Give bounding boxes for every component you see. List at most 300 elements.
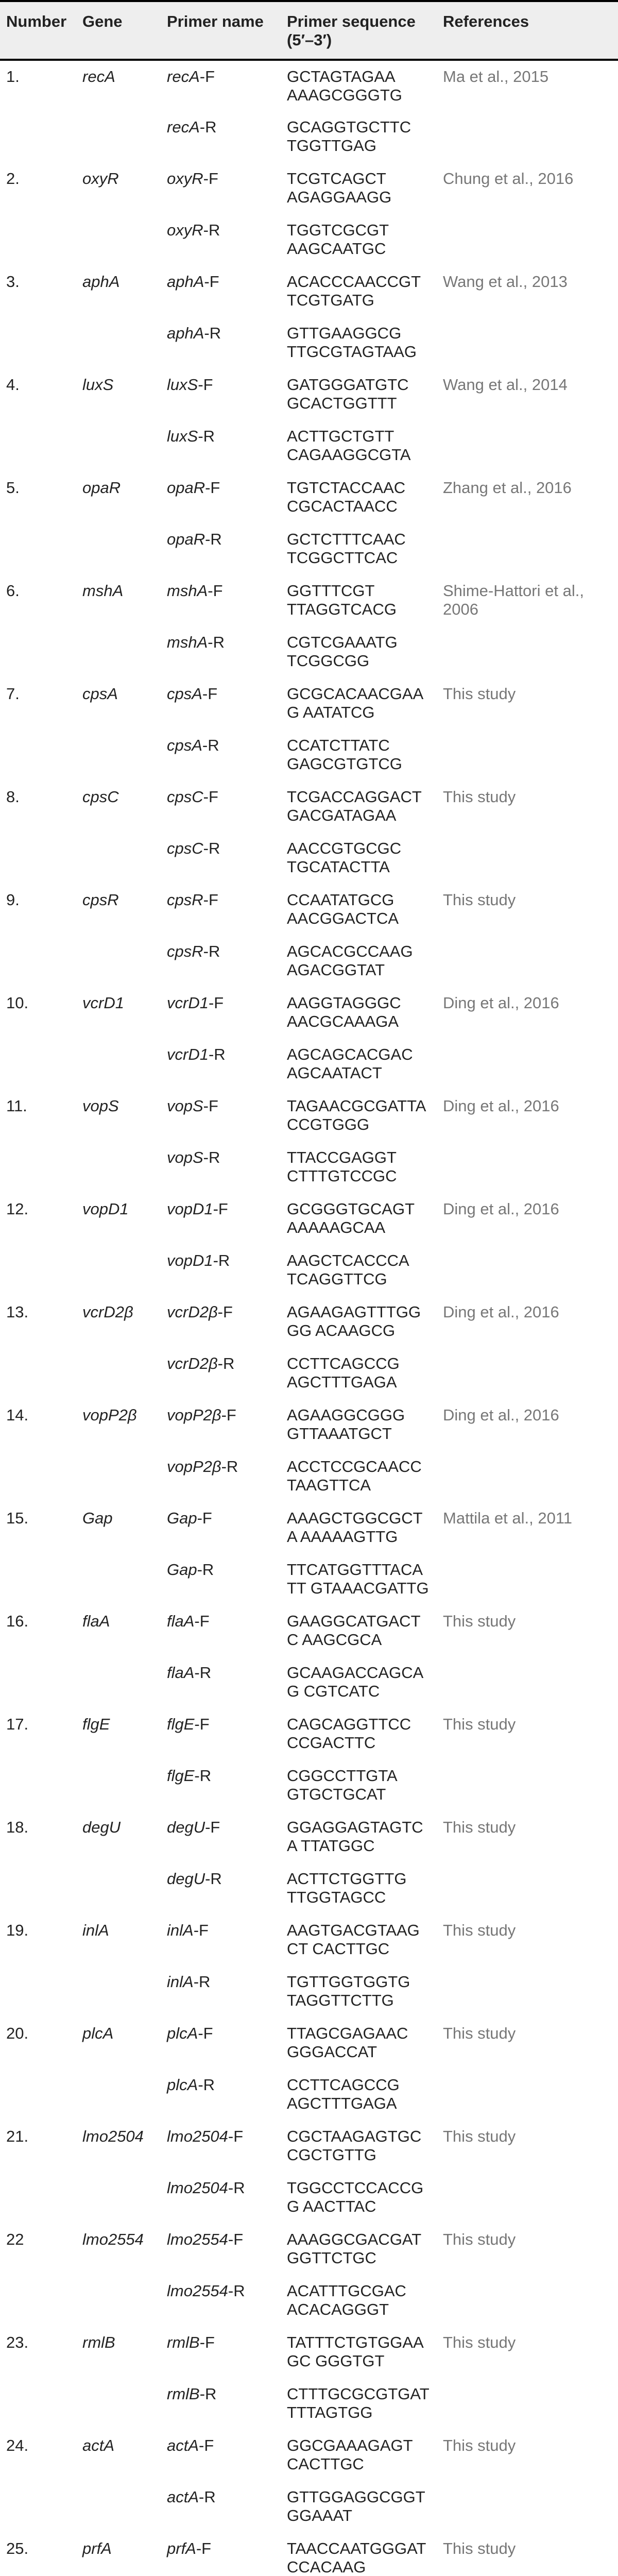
primer-sequence: TTAGCGAGAAC GGGACCAT xyxy=(287,2024,408,2061)
reference: This study xyxy=(443,2333,516,2351)
primer-name-gene: vopS xyxy=(167,1097,203,1115)
primer-name xyxy=(161,2121,281,2172)
primer-name-gene: vopP2β xyxy=(167,1458,221,1476)
row-number xyxy=(0,523,76,575)
row-number: 21. xyxy=(6,2127,29,2145)
primer-direction: -F xyxy=(198,376,213,394)
primer-name xyxy=(161,1863,281,1914)
primer-name-gene: mshA xyxy=(167,582,208,600)
reference: Ding et al., 2016 xyxy=(443,1406,559,1424)
primer-direction: -F xyxy=(198,2024,213,2042)
primer-direction: -R xyxy=(205,1870,222,1888)
primer-sequence: CGGCCTTGTA GTGCTGCAT xyxy=(287,1767,397,1803)
primer-name xyxy=(161,317,281,369)
row-number xyxy=(0,111,76,163)
primer-name-gene: vopD1 xyxy=(167,1200,213,1218)
table-row xyxy=(0,2481,618,2533)
gene-name xyxy=(76,2378,161,2430)
primer-name-gene: lmo2554 xyxy=(167,2282,228,2300)
primer-name-gene: vopS xyxy=(167,1148,203,1166)
gene-name: opaR xyxy=(82,479,121,497)
gene-name: prfA xyxy=(82,2539,112,2557)
primer-name-gene: lmo2504 xyxy=(167,2179,228,2197)
primer-sequence: CGCTAAGAGTGC CGCTGTTG xyxy=(287,2127,422,2164)
gene-name: vcrD1 xyxy=(82,994,124,1012)
primer-name xyxy=(161,266,281,317)
primer-name xyxy=(161,1914,281,1966)
primer-name-gene: flaA xyxy=(167,1612,195,1630)
primer-sequence: GGTTTCGT TTAGGTCACG xyxy=(287,582,397,618)
gene-name: vcrD2β xyxy=(82,1303,133,1321)
primer-name-gene: rmlB xyxy=(167,2385,200,2403)
primer-name-gene: degU xyxy=(167,1870,205,1888)
header-primer-sequence: Primer sequence (5′–3′) xyxy=(281,1,437,60)
reference xyxy=(437,1863,618,1914)
primer-name-gene: recA xyxy=(167,67,200,86)
primer-sequence: CCTTCAGCCG AGCTTTGAGA xyxy=(287,2076,400,2112)
primer-name xyxy=(161,1708,281,1760)
primer-name xyxy=(161,781,281,833)
table-row xyxy=(0,1296,618,1348)
primer-sequence: AAGGTAGGGC AACGCAAAGA xyxy=(287,994,401,1030)
table-row xyxy=(0,2172,618,2224)
reference xyxy=(437,2275,618,2327)
reference xyxy=(437,523,618,575)
primer-name xyxy=(161,60,281,111)
primer-direction: -F xyxy=(199,2333,215,2351)
primer-sequence: GGAGGAGTAGTCA TTATGGC xyxy=(287,1818,423,1855)
primer-name-gene: vcrD2β xyxy=(167,1354,218,1372)
row-number: 11. xyxy=(6,1097,27,1115)
primer-sequence: AGCAGCACGAC AGCAATACT xyxy=(287,1045,413,1082)
table-row xyxy=(0,2275,618,2327)
gene-name xyxy=(76,1142,161,1193)
row-number: 13. xyxy=(6,1303,29,1321)
row-number: 23. xyxy=(6,2333,29,2351)
primer-name-gene: aphA xyxy=(167,273,204,291)
gene-name xyxy=(76,936,161,987)
primer-name-gene: aphA xyxy=(167,324,204,342)
primer-direction: -F xyxy=(199,2436,214,2454)
primer-direction: -F xyxy=(199,67,215,86)
primer-name-gene: luxS xyxy=(167,427,198,445)
row-number: 17. xyxy=(6,1715,29,1733)
row-number xyxy=(0,420,76,472)
primer-direction: -R xyxy=(204,324,221,342)
primer-name xyxy=(161,1039,281,1090)
primer-name xyxy=(161,575,281,626)
primer-sequence: GCAGGTGCTTC TGGTTGAG xyxy=(287,118,411,155)
row-number: 3. xyxy=(6,273,20,291)
primer-sequence: CCTTCAGCCG AGCTTTGAGA xyxy=(287,1354,400,1391)
table-row xyxy=(0,1554,618,1605)
reference xyxy=(437,1657,618,1708)
reference xyxy=(437,730,618,781)
reference: This study xyxy=(443,2127,516,2145)
primer-sequence: AAAGGCGACGAT GGTTCTGC xyxy=(287,2230,421,2267)
reference: Shime-Hattori et al., 2006 xyxy=(443,582,584,618)
row-number xyxy=(0,1863,76,1914)
reference xyxy=(437,214,618,266)
primer-direction: -R xyxy=(228,2179,245,2197)
gene-name xyxy=(76,730,161,781)
primer-direction: -F xyxy=(194,1715,210,1733)
primer-name xyxy=(161,1502,281,1554)
primer-name-gene: vopD1 xyxy=(167,1251,213,1269)
primer-name xyxy=(161,163,281,214)
reference xyxy=(437,1554,618,1605)
reference xyxy=(437,2069,618,2121)
table-row xyxy=(0,1193,618,1245)
primer-name-gene: lmo2554 xyxy=(167,2230,228,2248)
primer-direction: -R xyxy=(202,736,219,754)
primer-name xyxy=(161,1966,281,2018)
gene-name: aphA xyxy=(82,273,120,291)
primer-direction: -R xyxy=(199,2488,216,2506)
gene-name xyxy=(76,1554,161,1605)
reference: Ding et al., 2016 xyxy=(443,1303,559,1321)
reference: This study xyxy=(443,685,516,703)
primer-name xyxy=(161,2224,281,2275)
primer-direction: -R xyxy=(198,427,215,445)
primer-direction: -R xyxy=(205,530,222,548)
gene-name: inlA xyxy=(82,1921,109,1939)
primer-name xyxy=(161,111,281,163)
primer-name xyxy=(161,1296,281,1348)
primer-sequence: CAGCAGGTTCC CCGACTTC xyxy=(287,1715,411,1752)
primer-name-gene: mshA xyxy=(167,633,208,651)
reference xyxy=(437,1245,618,1296)
table-row xyxy=(0,1811,618,1863)
primer-name xyxy=(161,1245,281,1296)
primer-direction: -F xyxy=(194,1612,210,1630)
reference: Zhang et al., 2016 xyxy=(443,479,572,497)
primer-name xyxy=(161,1193,281,1245)
primer-sequence: GCTCTTTCAAC TCGGCTTCAC xyxy=(287,530,406,567)
primer-sequence: ACCTCCGCAACC TAAGTTCA xyxy=(287,1458,422,1494)
primer-sequence: GATGGGATGTC GCACTGGTTT xyxy=(287,376,409,412)
gene-name xyxy=(76,1039,161,1090)
primer-name xyxy=(161,1142,281,1193)
reference xyxy=(437,1039,618,1090)
primer-sequence: CCATCTTATC GAGCGTGTCG xyxy=(287,736,402,773)
primer-sequence: TGTCTACCAAC CGCACTAACC xyxy=(287,479,406,515)
primer-name-gene: prfA xyxy=(167,2539,196,2557)
primer-name-gene: recA xyxy=(167,118,200,136)
primer-name-gene: plcA xyxy=(167,2076,198,2094)
table-row xyxy=(0,2069,618,2121)
gene-name: cpsC xyxy=(82,788,119,806)
primer-sequence: GCGGGTGCAGT AAAAAGCAA xyxy=(287,1200,415,1236)
primer-name xyxy=(161,2018,281,2069)
primer-sequence: ACTTGCTGTT CAGAAGGCGTA xyxy=(287,427,411,464)
primer-sequence: ACTTCTGGTTG TTGGTAGCC xyxy=(287,1870,407,1906)
primer-name xyxy=(161,2378,281,2430)
gene-name: Gap xyxy=(82,1509,113,1527)
row-number xyxy=(0,2172,76,2224)
gene-name: recA xyxy=(76,60,161,111)
primer-sequence: GCAAGACCAGCAG CGTCATC xyxy=(287,1664,424,1700)
primer-sequence: AAGTGACGTAAGCT CACTTGC xyxy=(287,1921,420,1958)
gene-name xyxy=(76,214,161,266)
header-row xyxy=(0,1,618,60)
primer-sequence: GTTGAAGGCG TTGCGTAGTAAG xyxy=(287,324,417,361)
gene-name xyxy=(76,626,161,678)
gene-name: actA xyxy=(82,2436,115,2454)
reference xyxy=(437,317,618,369)
row-number xyxy=(0,1348,76,1399)
row-number xyxy=(0,1760,76,1811)
primer-name xyxy=(161,884,281,936)
gene-name xyxy=(76,1966,161,2018)
primer-name-gene: vcrD1 xyxy=(167,1045,209,1063)
primer-name xyxy=(161,1657,281,1708)
primer-name-gene: plcA xyxy=(167,2024,198,2042)
primer-name xyxy=(161,2533,281,2576)
primer-direction: -F xyxy=(228,2230,244,2248)
table-row xyxy=(0,1348,618,1399)
table-row xyxy=(0,1090,618,1142)
row-number xyxy=(0,1657,76,1708)
reference: Mattila et al., 2011 xyxy=(443,1509,573,1527)
primer-sequence: TGTTGGTGGTG TAGGTTCTTG xyxy=(287,1973,410,2009)
row-number xyxy=(0,1554,76,1605)
primer-direction: -R xyxy=(217,1354,235,1372)
primer-direction: -R xyxy=(203,1148,220,1166)
row-number: 15. xyxy=(6,1509,29,1527)
primer-name xyxy=(161,523,281,575)
table-row xyxy=(0,2224,618,2275)
primer-sequence: AGAAGGCGGG GTTAAATGCT xyxy=(287,1406,405,1443)
reference xyxy=(437,2378,618,2430)
primer-sequence: AGCACGCCAAG AGACGGTAT xyxy=(287,942,413,979)
table-row xyxy=(0,1399,618,1451)
primer-direction: -R xyxy=(203,839,220,857)
table-row xyxy=(0,317,618,369)
primer-name xyxy=(161,1554,281,1605)
primer-direction: -F xyxy=(203,170,218,188)
primer-name-gene: lmo2504 xyxy=(167,2127,228,2145)
primer-direction: -F xyxy=(208,582,223,600)
primer-direction: -R xyxy=(194,1664,212,1682)
reference: Wang et al., 2014 xyxy=(443,376,568,394)
table-body xyxy=(0,60,618,2576)
reference xyxy=(437,111,618,163)
table-row xyxy=(0,678,618,730)
reference: This study xyxy=(443,788,516,806)
gene-name xyxy=(76,2275,161,2327)
primer-sequence: TCGTCAGCT AGAGGAAGG xyxy=(287,170,392,206)
row-number: 8. xyxy=(6,788,20,806)
row-number: 14. xyxy=(6,1406,29,1424)
primer-name xyxy=(161,1348,281,1399)
gene-name xyxy=(76,523,161,575)
row-number: 1. xyxy=(0,60,76,111)
row-number: 10. xyxy=(6,994,29,1012)
primer-sequence: ACATTTGCGAC ACACAGGGT xyxy=(287,2282,406,2318)
primer-sequence: AGAAGAGTTTGGGG ACAAGCG xyxy=(287,1303,421,1340)
header-primer-name: Primer name xyxy=(161,1,281,60)
gene-name xyxy=(76,2481,161,2533)
primer-name-gene: vcrD2β xyxy=(167,1303,218,1321)
gene-name: oxyR xyxy=(82,170,119,188)
primer-name xyxy=(161,936,281,987)
row-number: 4. xyxy=(6,376,20,394)
primer-name xyxy=(161,214,281,266)
gene-name: rmlB xyxy=(82,2333,115,2351)
primer-name-gene: cpsA xyxy=(167,685,202,703)
reference xyxy=(437,936,618,987)
primer-name-gene: vcrD1 xyxy=(167,994,209,1012)
primer-name-gene: oxyR xyxy=(167,170,203,188)
table-row xyxy=(0,884,618,936)
primer-name-gene: degU xyxy=(167,1818,205,1836)
row-number: 16. xyxy=(6,1612,29,1630)
row-number xyxy=(0,2481,76,2533)
table-row xyxy=(0,1039,618,1090)
primer-direction: -R xyxy=(208,1045,226,1063)
primer-sequence: TTACCGAGGT CTTTGTCCGC xyxy=(287,1148,397,1185)
primer-name-gene: cpsR xyxy=(167,942,203,960)
table-row xyxy=(0,214,618,266)
table-row xyxy=(0,1966,618,2018)
primer-sequence: GGCGAAAGAGT CACTTGC xyxy=(287,2436,413,2473)
reference: Ding et al., 2016 xyxy=(443,994,559,1012)
table-row xyxy=(0,1142,618,1193)
primer-sequence: ACACCCAACCGT TCGTGATG xyxy=(287,273,421,309)
primer-name xyxy=(161,1451,281,1502)
gene-name xyxy=(76,1245,161,1296)
gene-name xyxy=(76,111,161,163)
table-row xyxy=(0,730,618,781)
primer-name-gene: cpsA xyxy=(167,736,202,754)
gene-name xyxy=(76,1657,161,1708)
primer-name xyxy=(161,1811,281,1863)
table-row xyxy=(0,1708,618,1760)
table-header xyxy=(0,1,618,60)
table-row xyxy=(0,420,618,472)
primer-sequence: TAGAACGCGATTA CCGTGGG xyxy=(287,1097,425,1133)
primer-direction: -F xyxy=(202,685,218,703)
primer-sequence: AAAGCTGGCGCTA AAAAAGTTG xyxy=(287,1509,423,1546)
primer-sequence: GTTGGAGGCGGT GGAAAT xyxy=(287,2488,425,2524)
row-number: 6. xyxy=(6,582,20,600)
primer-name-gene: oxyR xyxy=(167,221,203,239)
reference: Ma et al., 2015 xyxy=(437,60,618,111)
primer-name xyxy=(161,2481,281,2533)
primer-sequence: TGGTCGCGT AAGCAATGC xyxy=(287,221,389,258)
primer-direction: -F xyxy=(221,1406,236,1424)
primer-sequence: CTTTGCGCGTGAT TTTAGTGG xyxy=(287,2385,430,2421)
reference: This study xyxy=(443,2230,516,2248)
primer-direction: -R xyxy=(228,2282,245,2300)
primer-name xyxy=(161,369,281,420)
row-number: 19. xyxy=(6,1921,29,1939)
table-row xyxy=(0,2327,618,2378)
table-row xyxy=(0,1605,618,1657)
reference: This study xyxy=(443,2024,516,2042)
header-references: References xyxy=(437,1,618,60)
primer-sequence: TATTTCTGTGGAAGC GGGTGT xyxy=(287,2333,424,2370)
gene-name: lmo2504 xyxy=(82,2127,144,2145)
row-number xyxy=(0,936,76,987)
primer-direction: -F xyxy=(197,1509,212,1527)
row-number: 5. xyxy=(6,479,20,497)
primer-direction: -F xyxy=(208,994,224,1012)
gene-name xyxy=(76,2172,161,2224)
gene-name: vopP2β xyxy=(82,1406,137,1424)
header-number: Number xyxy=(0,1,76,60)
table-row xyxy=(0,266,618,317)
primer-name-gene: Gap xyxy=(167,1509,197,1527)
primer-direction: -R xyxy=(194,1767,212,1785)
primer-name xyxy=(161,730,281,781)
row-number xyxy=(0,2378,76,2430)
row-number xyxy=(0,833,76,884)
primer-name-gene: opaR xyxy=(167,530,205,548)
primer-name-gene: actA xyxy=(167,2488,199,2506)
primer-name xyxy=(161,626,281,678)
table-row xyxy=(0,163,618,214)
gene-name: degU xyxy=(82,1818,121,1836)
primer-sequence: CCAATATGCG AACGGACTCA xyxy=(287,891,399,927)
table-row xyxy=(0,781,618,833)
row-number xyxy=(0,1451,76,1502)
primer-direction: -R xyxy=(197,1561,214,1579)
header-gene: Gene xyxy=(76,1,161,60)
row-number: 22 xyxy=(6,2230,24,2248)
primer-name xyxy=(161,1399,281,1451)
row-number xyxy=(0,1245,76,1296)
primer-direction: -F xyxy=(193,1921,209,1939)
reference xyxy=(437,420,618,472)
table-row xyxy=(0,936,618,987)
primer-name-gene: flaA xyxy=(167,1664,195,1682)
primer-name xyxy=(161,2430,281,2481)
reference: This study xyxy=(443,2539,516,2557)
row-number: 18. xyxy=(6,1818,29,1836)
row-number: 25. xyxy=(6,2539,29,2557)
table-row xyxy=(0,1760,618,1811)
reference: This study xyxy=(443,1818,516,1836)
primer-direction: -R xyxy=(198,2076,215,2094)
primer-name xyxy=(161,1760,281,1811)
primer-direction: -F xyxy=(205,479,220,497)
row-number: 2. xyxy=(6,170,20,188)
primer-sequence: TAACCAATGGGAT CCACAAG xyxy=(287,2539,426,2576)
gene-name xyxy=(76,1760,161,1811)
table-row xyxy=(0,1451,618,1502)
gene-name: vopS xyxy=(82,1097,119,1115)
table-row xyxy=(0,2430,618,2481)
table-row xyxy=(0,1863,618,1914)
row-number: 20. xyxy=(6,2024,29,2042)
primer-direction: -F xyxy=(203,1097,218,1115)
table-row xyxy=(0,987,618,1039)
row-number xyxy=(0,2069,76,2121)
table-row xyxy=(0,111,618,163)
table-row xyxy=(0,1914,618,1966)
primer-name xyxy=(161,1605,281,1657)
reference: This study xyxy=(443,1715,516,1733)
primer-sequence: GCTAGTAGAA AAAGCGGGTG xyxy=(281,60,437,111)
primer-name-gene: inlA xyxy=(167,1973,194,1991)
table-row xyxy=(0,2121,618,2172)
row-number: 12. xyxy=(6,1200,29,1218)
gene-name xyxy=(76,317,161,369)
reference xyxy=(437,626,618,678)
primer-direction: -R xyxy=(199,2385,217,2403)
